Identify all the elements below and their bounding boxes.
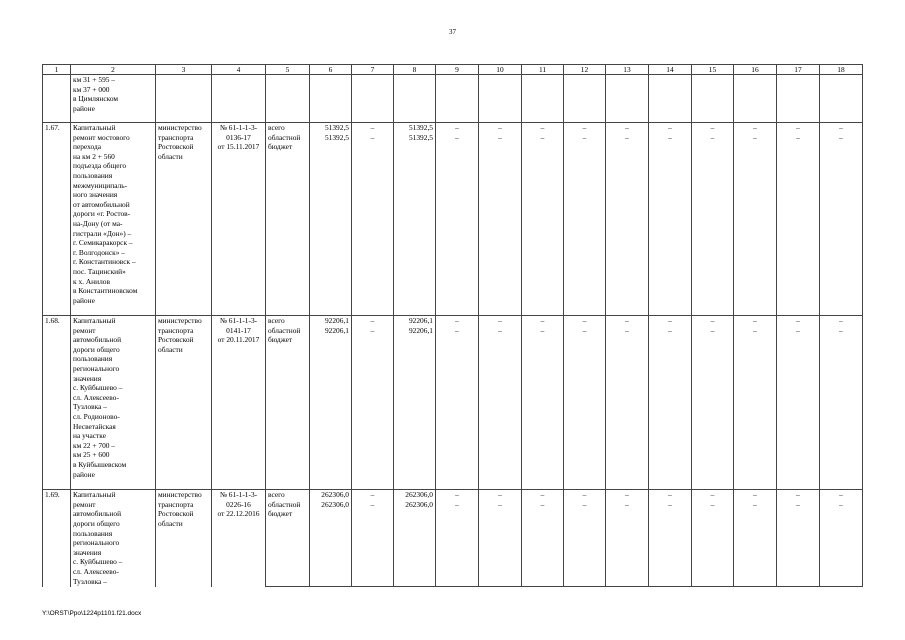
value-cell: –	[777, 123, 820, 133]
page-number: 37	[449, 28, 456, 36]
contract-cell: № 61-1-1-3- 0141-17 от 20.11.2017	[212, 316, 266, 490]
value-cell: 92206,1	[310, 326, 352, 490]
value-cell: –	[479, 123, 522, 133]
value-cell: –	[522, 500, 564, 587]
customer-cell: министерство транспорта Ростовской области	[156, 316, 212, 490]
header-cell: 7	[352, 65, 394, 75]
header-cell: 12	[564, 65, 606, 75]
value-cell: –	[352, 490, 394, 500]
value-cell: –	[734, 326, 777, 490]
value-cell: –	[649, 326, 692, 490]
value-cell: –	[522, 490, 564, 500]
value-cell: –	[352, 326, 394, 490]
value-cell: –	[649, 500, 692, 587]
value-cell: 92206,1	[310, 316, 352, 326]
file-path-footer: Y:\ORST\Ppo\1224p1101.f21.docx	[42, 610, 142, 617]
value-cell: –	[649, 316, 692, 326]
value-cell: 51392,5	[394, 123, 436, 133]
value-cell: 92206,1	[394, 326, 436, 490]
value-cell: –	[692, 133, 734, 316]
budget-table	[42, 64, 863, 587]
value-cell: –	[479, 326, 522, 490]
header-cell: 6	[310, 65, 352, 75]
value-cell: –	[479, 133, 522, 316]
funding-source-cell: всего	[266, 123, 310, 133]
value-cell: –	[820, 500, 863, 587]
value-cell: –	[777, 490, 820, 500]
object-name-cell: Капитальный ремонт автомобильной дороги общего пользования регионального значения с. Куйбышево – сл. Алексеево- Тузловка – сл. Родионово- Несветайская на участке км 22 + 700 – км 25 + 600 в Куйбышевском районе	[71, 316, 156, 490]
value-cell: –	[522, 123, 564, 133]
value-cell: –	[692, 490, 734, 500]
header-cell: 1	[43, 65, 71, 75]
value-cell: –	[564, 133, 606, 316]
value-cell: –	[734, 490, 777, 500]
table-cell	[649, 75, 692, 123]
header-cell: 10	[479, 65, 522, 75]
header-cell: 8	[394, 65, 436, 75]
table-row-1-69-total	[43, 490, 863, 500]
table-cell	[394, 75, 436, 123]
value-cell: –	[692, 500, 734, 587]
table-cell	[606, 75, 649, 123]
table-cell	[212, 75, 266, 123]
value-cell: –	[352, 133, 394, 316]
table-cell	[777, 75, 820, 123]
header-cell: 16	[734, 65, 777, 75]
value-cell: –	[436, 500, 479, 587]
value-cell: –	[777, 326, 820, 490]
value-cell: –	[479, 500, 522, 587]
table-cell	[564, 75, 606, 123]
value-cell: –	[777, 500, 820, 587]
table-cell	[692, 75, 734, 123]
table-cell	[436, 75, 479, 123]
value-cell: 262306,0	[310, 490, 352, 500]
funding-source-cell: областной бюджет	[266, 133, 310, 316]
column-number-header-row	[43, 65, 863, 75]
table-cell	[734, 75, 777, 123]
value-cell: –	[436, 123, 479, 133]
header-cell: 4	[212, 65, 266, 75]
value-cell: –	[436, 326, 479, 490]
table-cell	[352, 75, 394, 123]
value-cell: –	[820, 123, 863, 133]
value-cell: –	[606, 326, 649, 490]
value-cell: –	[692, 316, 734, 326]
value-cell: 51392,5	[310, 123, 352, 133]
value-cell: –	[606, 133, 649, 316]
value-cell: –	[352, 316, 394, 326]
value-cell: –	[820, 316, 863, 326]
value-cell: 92206,1	[394, 316, 436, 326]
value-cell: –	[777, 133, 820, 316]
value-cell: 262306,0	[310, 500, 352, 587]
value-cell: –	[522, 326, 564, 490]
header-cell: 9	[436, 65, 479, 75]
funding-source-cell: областной бюджет	[266, 326, 310, 490]
table-cell	[156, 75, 212, 123]
header-cell: 2	[71, 65, 156, 75]
header-cell: 14	[649, 65, 692, 75]
customer-cell: министерство транспорта Ростовской области	[156, 123, 212, 316]
object-name-cell: Капитальный ремонт автомобильной дороги общего пользования регионального значения с. Куйбышево – сл. Алексеево- Тузловка –	[71, 490, 156, 587]
header-cell: 18	[820, 65, 863, 75]
value-cell: –	[479, 490, 522, 500]
header-cell: 11	[522, 65, 564, 75]
contract-cell: № 61-1-1-3- 0226-16 от 22.12.2016	[212, 490, 266, 587]
value-cell: –	[734, 316, 777, 326]
header-cell: 3	[156, 65, 212, 75]
value-cell: –	[820, 133, 863, 316]
object-name-cell: Капитальный ремонт мостового перехода на км 2 + 560 подъезда общего пользования межмуниципаль- ного значения от автомобильной дороги «г. Ростов- на-Дону (от ма- гистрали «Дон») – г. Семикаракорск – г. Волгодонск» – г. Константиновск – пос. Тацинский» к х. Анилов в Константиновском районе	[71, 123, 156, 316]
value-cell: –	[820, 490, 863, 500]
table-cell	[479, 75, 522, 123]
value-cell: –	[734, 500, 777, 587]
value-cell: –	[522, 133, 564, 316]
contract-cell: № 61-1-1-3- 0136-17 от 15.11.2017	[212, 123, 266, 316]
funding-source-cell: областной бюджет	[266, 500, 310, 587]
header-cell: 15	[692, 65, 734, 75]
value-cell: –	[606, 123, 649, 133]
object-name-cell: км 31 + 595 – км 37 + 000 в Цимлянском районе	[71, 75, 156, 123]
table-cell	[820, 75, 863, 123]
value-cell: –	[564, 326, 606, 490]
value-cell: –	[564, 123, 606, 133]
value-cell: –	[479, 316, 522, 326]
funding-source-cell: всего	[266, 490, 310, 500]
row-number: 1.69.	[43, 490, 71, 587]
value-cell: –	[649, 123, 692, 133]
value-cell: –	[734, 133, 777, 316]
value-cell: –	[649, 133, 692, 316]
header-cell: 17	[777, 65, 820, 75]
value-cell: 262306,0	[394, 500, 436, 587]
value-cell: –	[436, 133, 479, 316]
value-cell: –	[564, 316, 606, 326]
value-cell: –	[522, 316, 564, 326]
table-cell	[522, 75, 564, 123]
value-cell: –	[734, 123, 777, 133]
value-cell: –	[564, 500, 606, 587]
row-number: 1.68.	[43, 316, 71, 490]
value-cell: –	[436, 490, 479, 500]
table-cell	[310, 75, 352, 123]
value-cell: –	[606, 490, 649, 500]
value-cell: –	[606, 500, 649, 587]
value-cell: –	[692, 326, 734, 490]
value-cell: –	[564, 490, 606, 500]
table-cell	[43, 75, 71, 123]
value-cell: –	[649, 490, 692, 500]
value-cell: –	[820, 326, 863, 490]
value-cell: –	[352, 123, 394, 133]
header-cell: 13	[606, 65, 649, 75]
value-cell: –	[352, 500, 394, 587]
table-row-1-68-total	[43, 316, 863, 326]
value-cell: –	[692, 123, 734, 133]
value-cell: –	[436, 316, 479, 326]
continuation-row	[43, 75, 863, 123]
value-cell: 51392,5	[394, 133, 436, 316]
header-cell: 5	[266, 65, 310, 75]
customer-cell: министерство транспорта Ростовской области	[156, 490, 212, 587]
table-row-1-67-total	[43, 123, 863, 133]
value-cell: –	[777, 316, 820, 326]
funding-source-cell: всего	[266, 316, 310, 326]
row-number: 1.67.	[43, 123, 71, 316]
value-cell: –	[606, 316, 649, 326]
value-cell: 51392,5	[310, 133, 352, 316]
value-cell: 262306,0	[394, 490, 436, 500]
table-cell	[266, 75, 310, 123]
